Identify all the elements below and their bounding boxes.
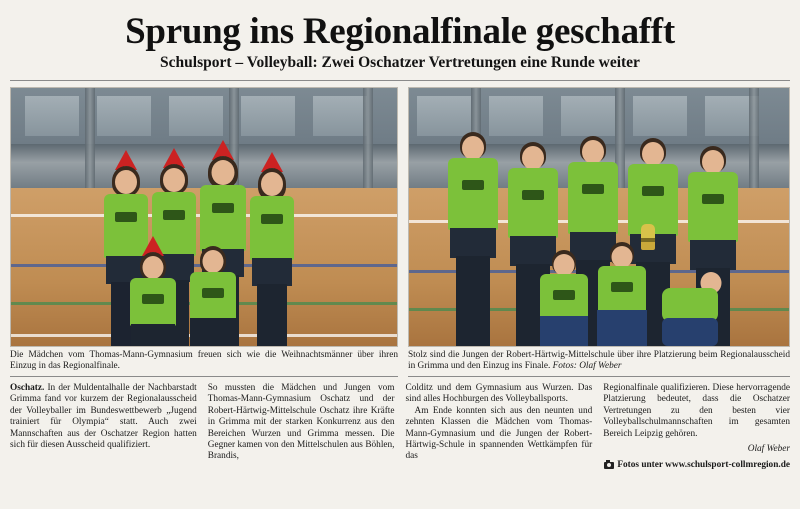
body-text: So mussten die Mädchen und Jungen vom Thomas-Mann-Gymnasium Oschatz und der Robert-Härtwig-Mittelschule Oschatz ihre Kräfte in Grimma mit der starken Konkurrenz aus den Bereichen Wurzen und Grimma messen. Die Gegner kamen von den Mittelschulen aus Böhlen, Brandis, [207, 383, 395, 462]
head [115, 170, 137, 194]
photo-caption-left: Die Mädchen vom Thomas-Mann-Gymnasium freuen sich wie die Weihnachtsmänner über ihren Einzug in das Regionalfinale. [10, 350, 398, 371]
jersey-logo [611, 282, 633, 292]
article-body [10, 383, 790, 472]
jersey-logo [582, 184, 604, 194]
player-figure [127, 236, 179, 346]
head [261, 172, 283, 196]
gym-window [313, 96, 367, 136]
body-column-4 [603, 383, 790, 472]
player-figure [595, 242, 649, 346]
body-column-1 [10, 383, 197, 472]
body-text: Regionalfinale qualifizieren. Diese hervorragende Platzierung bedeutet, dass die Oschatzer Vertretungen zu den besten vier Volleyballschulmannschaften im gesamten Bereich Leipzig gehören. [603, 383, 790, 439]
head [462, 136, 484, 160]
photo-weblink[interactable] [603, 460, 790, 471]
player-figure [249, 146, 295, 346]
gym-window [489, 96, 543, 136]
shorts [690, 240, 736, 270]
gym-window [633, 96, 687, 136]
gym-window [417, 96, 471, 136]
legs [257, 284, 287, 346]
photo-block-boys-team [408, 87, 790, 377]
jersey-logo [142, 294, 164, 304]
gym-window [25, 96, 79, 136]
jersey-logo [163, 210, 185, 220]
legs [131, 324, 175, 346]
jersey [568, 162, 618, 234]
photo-row [10, 87, 790, 377]
gym-pillar [363, 88, 373, 189]
trophy-icon [641, 224, 655, 250]
head [212, 160, 235, 185]
gym-window [169, 96, 223, 136]
head [612, 246, 633, 268]
caption-divider [408, 376, 790, 377]
body-text: Am Ende konnten sich aus den neunten und zehnten Klassen die Mädchen vom Thomas-Mann-Gymnasium und die Jungen der Robert-Härtwig-Schule in spannenden Wettkämpfen für das [405, 405, 593, 462]
player-figure-lying [661, 272, 719, 346]
jersey-logo [115, 212, 137, 222]
head [554, 254, 575, 276]
body-column-3 [406, 383, 593, 472]
head [522, 146, 544, 170]
body-column-2 [208, 383, 395, 472]
gym-window [561, 96, 615, 136]
photo-girls-team [10, 87, 398, 347]
jersey-logo [522, 190, 544, 200]
photo-credit: Fotos: Olaf Weber [552, 361, 622, 371]
photo-caption-right-text: Stolz sind die Jungen der Robert-Härtwig-Mittelschule über ihre Platzierung beim Regionalausscheid in Grimma und den Einzug ins Finale. [408, 350, 790, 371]
head [642, 142, 664, 166]
legs [662, 318, 718, 346]
legs [190, 318, 236, 346]
jersey-logo [261, 214, 283, 224]
jersey-logo [462, 180, 484, 190]
photo-caption-right [408, 350, 790, 372]
shorts [450, 228, 496, 258]
head [163, 168, 185, 192]
photo-boys-team [408, 87, 790, 347]
jersey-logo [212, 203, 234, 213]
legs [456, 256, 490, 346]
gym-window [241, 96, 295, 136]
header-divider [10, 80, 790, 81]
jersey-logo [642, 186, 664, 196]
jersey-logo [702, 194, 724, 204]
camera-icon [604, 462, 614, 469]
page-title: Sprung ins Regionalfinale geschafft [125, 11, 675, 52]
shorts [252, 258, 292, 286]
jersey [662, 288, 718, 322]
gym-pillar [85, 88, 95, 189]
player-figure [447, 132, 499, 346]
jersey [250, 196, 294, 260]
head [702, 150, 724, 174]
legs [597, 310, 647, 346]
jersey [448, 158, 498, 230]
body-text: In der Muldentalhalle der Nachbarstadt Grimma fand vor kurzem der Regionalausscheid der Volleyballer im Bundeswettbewerb „Jugend trainiert für Olympia“ statt. Auch zwei Mannschaften aus der Oschatzer Region hatten sich für diesen Ausscheid qualifiziert. [10, 383, 197, 451]
jersey [688, 172, 738, 242]
jersey-logo [553, 290, 575, 300]
gym-window [97, 96, 151, 136]
jersey-logo [202, 288, 224, 298]
photo-weblink-label: Fotos unter www.schulsport-collmregion.de [617, 460, 790, 471]
head [582, 140, 604, 164]
player-figure [537, 250, 591, 346]
body-text: Colditz und dem Gymnasium aus Wurzen. Das sind alles Hochburgen des Volleyballsports. [405, 383, 593, 405]
jersey [508, 168, 558, 238]
legs [540, 316, 588, 346]
byline: Olaf Weber [747, 444, 790, 455]
caption-divider [10, 376, 398, 377]
player-figure [187, 242, 239, 346]
head [143, 256, 164, 279]
dateline: Oschatz. [10, 383, 45, 393]
gym-pillar [749, 88, 759, 189]
head [203, 250, 224, 273]
photo-block-girls-team [10, 87, 398, 377]
article-subhead: Schulsport – Volleyball: Zwei Oschatzer Vertretungen eine Runde weiter [160, 54, 640, 71]
